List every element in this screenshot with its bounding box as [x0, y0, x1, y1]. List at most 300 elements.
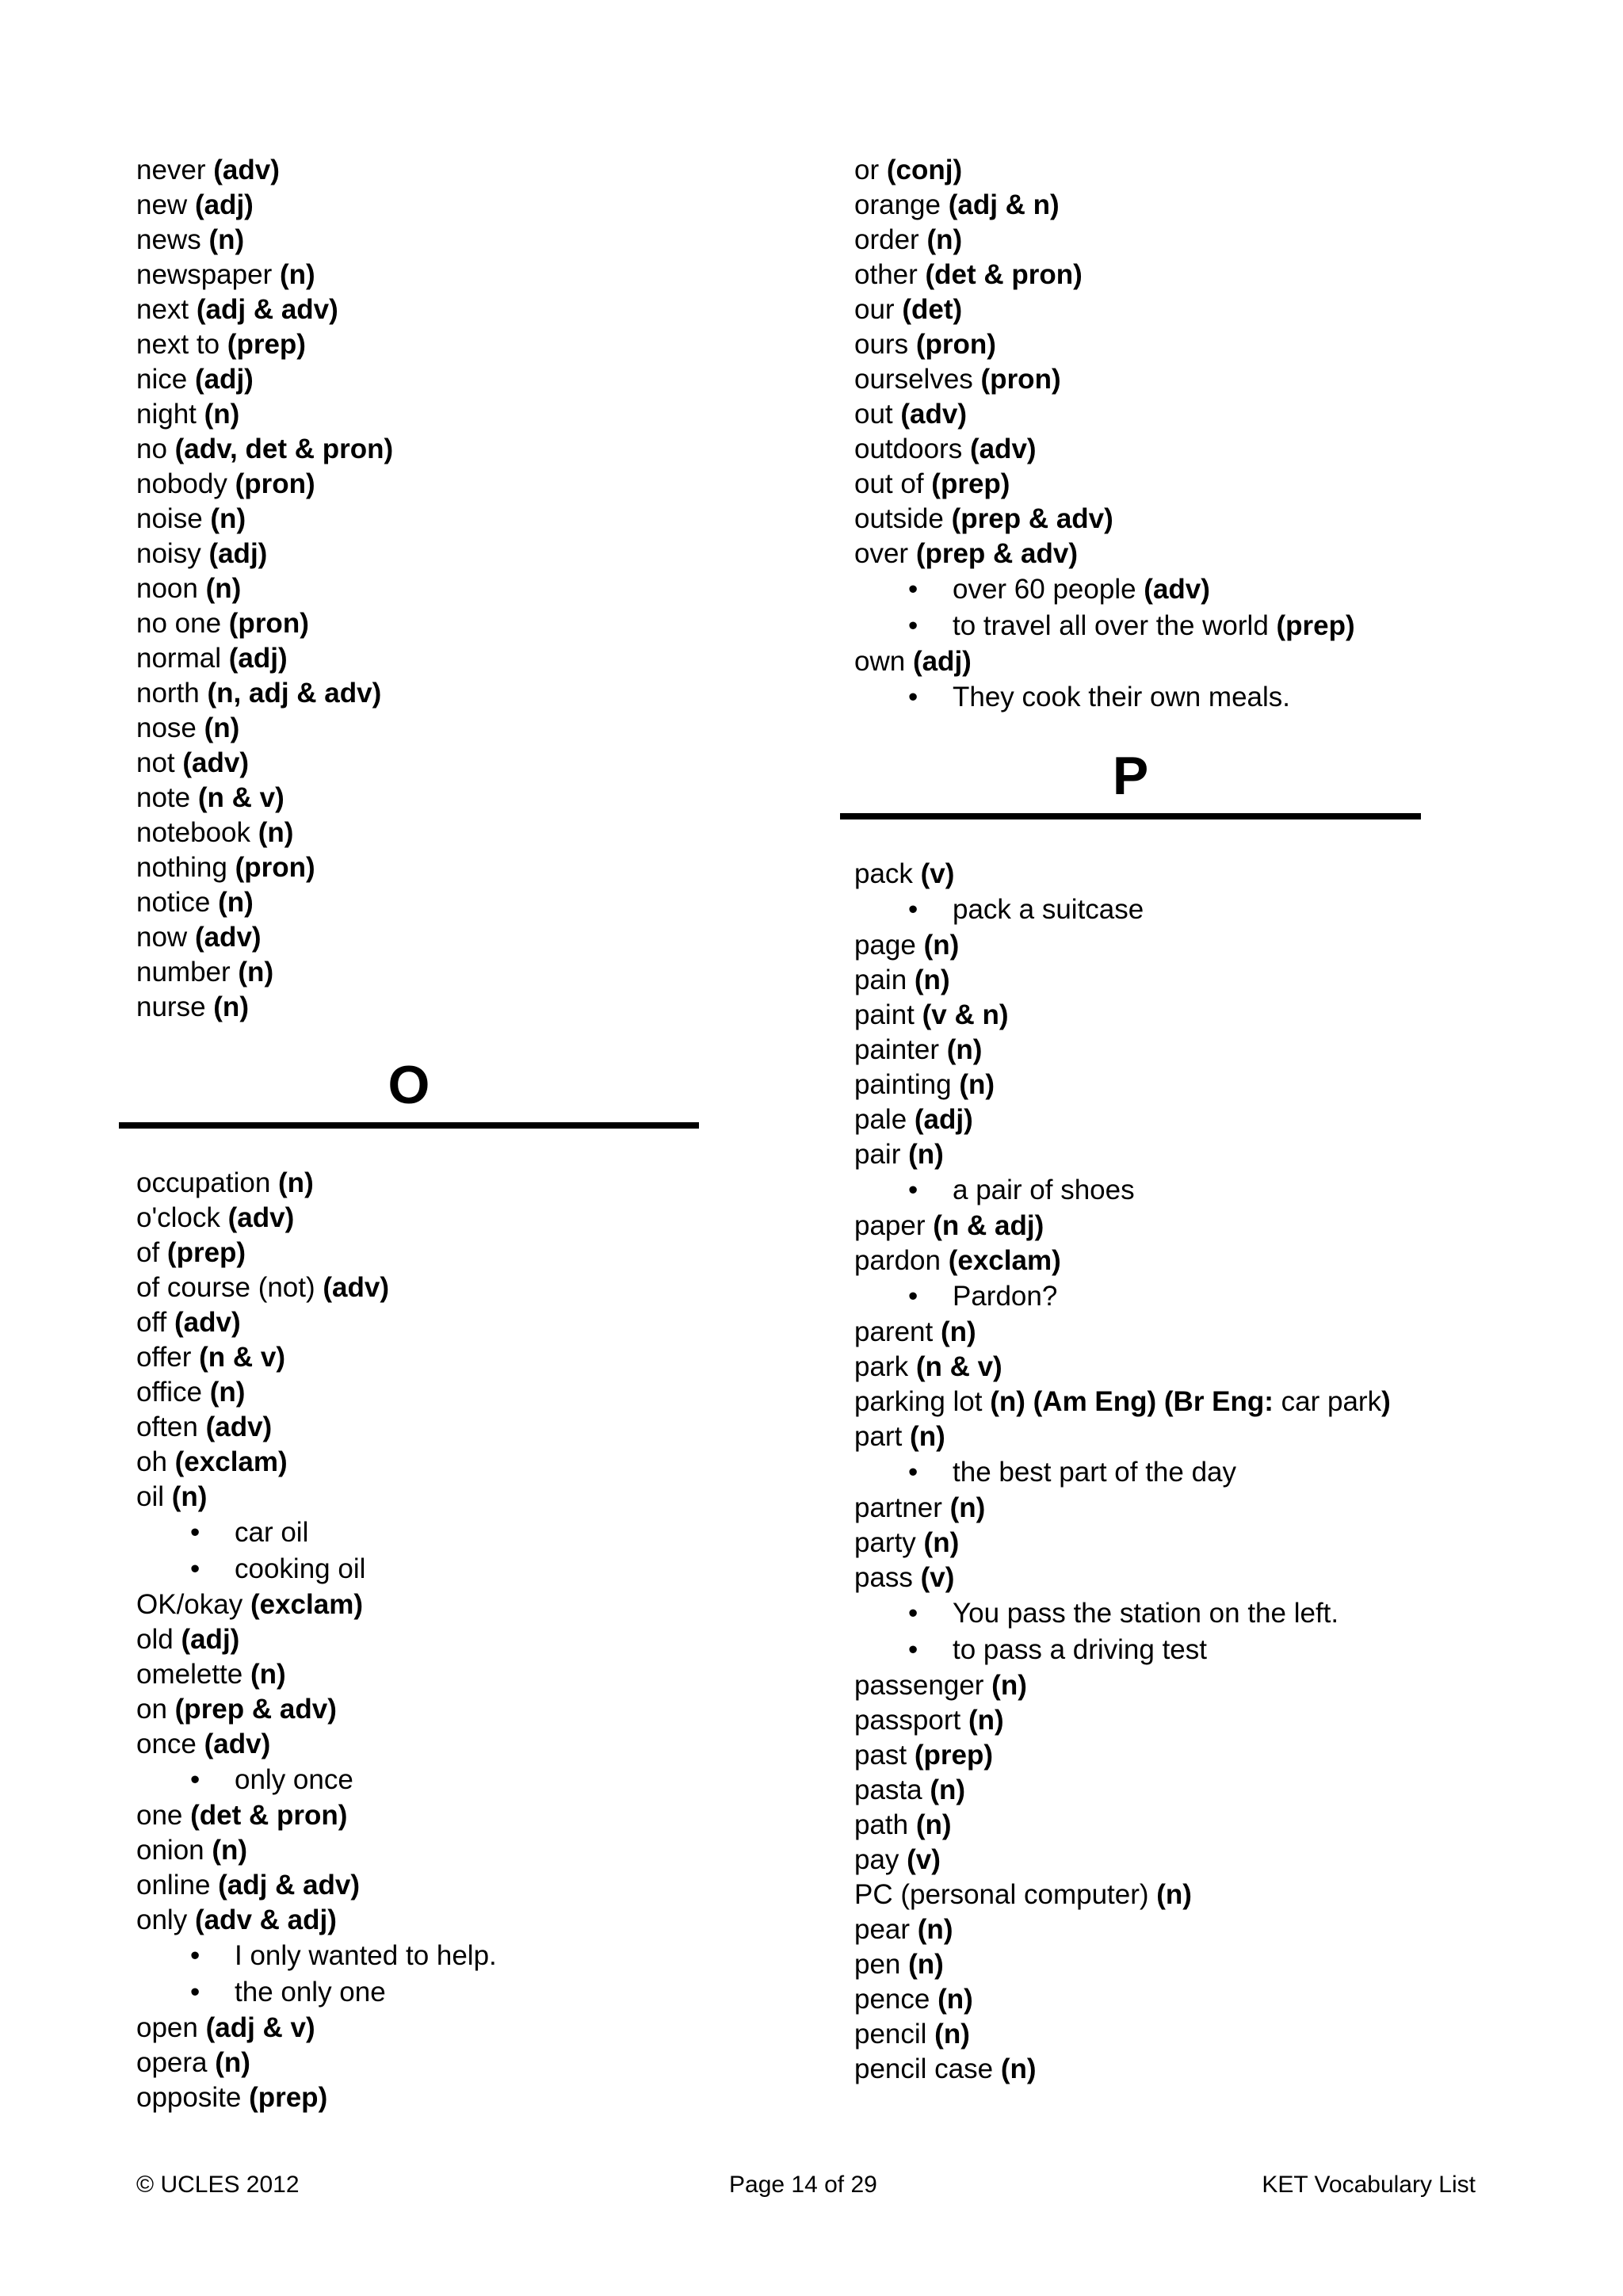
- vocab-entry: [136, 1445, 707, 1480]
- vocab-entry: [854, 223, 1552, 258]
- entry-word: number: [136, 957, 239, 988]
- vocab-entry: [136, 1480, 707, 1515]
- entry-part-of-speech: (adj): [194, 364, 254, 395]
- entry-word: noon: [136, 573, 206, 604]
- entry-word: off: [136, 1307, 175, 1338]
- entry-part-of-speech: (pron): [235, 468, 315, 499]
- vocab-entry: [136, 1727, 707, 1762]
- entry-word: pasta: [854, 1775, 930, 1805]
- vocab-entry: [854, 1878, 1552, 1912]
- section-letter-p: P: [1112, 746, 1149, 806]
- vocab-entry: [136, 1201, 707, 1236]
- bullet-icon: •: [190, 1517, 200, 1548]
- example-text: You pass the station on the left.: [953, 1598, 1339, 1629]
- entry-part-of-speech: (adv): [182, 747, 250, 778]
- vocab-entry: [136, 223, 707, 258]
- entry-word: paint: [854, 999, 922, 1030]
- vocab-entry: [854, 258, 1552, 292]
- vocab-entry: [854, 1947, 1552, 1982]
- vocab-entry: [854, 1209, 1552, 1244]
- vocab-entry: [854, 1808, 1552, 1843]
- example-text: only once: [235, 1764, 353, 1795]
- vocab-entry: [136, 362, 707, 397]
- entry-word: pay: [854, 1844, 907, 1875]
- vocab-entry: [854, 1068, 1552, 1102]
- entry-part-of-speech: (prep): [931, 468, 1010, 499]
- entry-word: PC (personal computer): [854, 1879, 1157, 1910]
- entry-part-of-speech: (adv): [969, 434, 1037, 464]
- section-letter-o: O: [388, 1055, 430, 1115]
- vocab-entry: [854, 857, 1552, 892]
- entry-part-of-speech: (n): [208, 224, 245, 255]
- entry-word: office: [136, 1377, 210, 1408]
- vocab-entry: [854, 292, 1552, 327]
- bullet-icon: •: [908, 682, 918, 712]
- vocab-entry: [136, 816, 707, 850]
- example-text: They cook their own meals.: [953, 682, 1291, 712]
- vocab-entry: [854, 1350, 1552, 1385]
- example-bullet-item: [136, 1974, 707, 2011]
- footer-copyright: © UCLES 2012: [136, 2172, 300, 2198]
- entry-part-of-speech: (n): [959, 1069, 995, 1100]
- entry-part-of-speech: (n): [915, 1809, 952, 1840]
- entry-part-of-speech: (n): [218, 887, 254, 918]
- entry-part-of-speech: (v): [907, 1844, 941, 1875]
- entry-word: or: [854, 155, 887, 185]
- entry-word: online: [136, 1870, 219, 1901]
- footer-document-title: KET Vocabulary List: [1262, 2172, 1476, 2198]
- vocab-entry: [854, 1033, 1552, 1068]
- entry-word: open: [136, 2012, 206, 2043]
- entry-word: no one: [136, 608, 229, 639]
- vocab-entry: [136, 850, 707, 885]
- entries-n-list: [136, 153, 707, 1025]
- entry-part-of-speech: (v): [920, 858, 955, 889]
- entry-word: often: [136, 1412, 206, 1442]
- vocab-entry: [136, 537, 707, 571]
- bullet-icon: •: [908, 1457, 918, 1488]
- vocab-entry: [136, 1375, 707, 1410]
- entry-word: nose: [136, 712, 204, 743]
- vocab-entry: [136, 1903, 707, 1938]
- entry-part-of-speech: (pron): [980, 364, 1061, 395]
- example-text: the best part of the day: [953, 1457, 1237, 1488]
- entry-part-of-speech: (n): [940, 1316, 976, 1347]
- entry-word: oil: [136, 1481, 172, 1512]
- example-part-of-speech: (prep): [1268, 610, 1355, 641]
- entry-part-of-speech: (n): [923, 1527, 960, 1558]
- vocab-entry: [136, 397, 707, 432]
- vocab-entry: [854, 432, 1552, 467]
- entry-part-of-speech: (det & pron): [190, 1800, 348, 1831]
- entry-part-of-speech: (pron): [235, 852, 315, 883]
- entry-part-of-speech: (n): [946, 1034, 983, 1065]
- footer-page-number: Page 14 of 29: [729, 2172, 877, 2198]
- entry-part-of-speech: (n): [209, 1377, 246, 1408]
- vocab-entry: [854, 1738, 1552, 1773]
- vocab-entry: [854, 188, 1552, 223]
- vocab-entry: [854, 928, 1552, 963]
- entry-word: paper: [854, 1210, 934, 1241]
- vocab-entry: [136, 711, 707, 746]
- example-bullet-item: [854, 892, 1552, 928]
- entry-part-of-speech: (adv): [204, 1729, 271, 1759]
- entry-part-of-speech: (n): [949, 1492, 986, 1523]
- entry-part-of-speech: (prep & adv): [915, 538, 1079, 569]
- vocab-entry: [136, 920, 707, 955]
- entry-part-of-speech: (n): [210, 503, 246, 534]
- entry-word: own: [854, 646, 913, 677]
- vocab-entry: [854, 1526, 1552, 1561]
- entry-part-of-speech: (adj & adv): [218, 1870, 361, 1901]
- entry-part-of-speech: (n): [991, 1670, 1027, 1701]
- entry-part-of-speech: (adj & n): [948, 189, 1060, 220]
- section-o-header: [136, 1025, 707, 1166]
- vocab-entry: [136, 1868, 707, 1903]
- entry-part-of-speech: (adv): [900, 399, 968, 430]
- entry-part-of-speech: (n): [908, 1139, 944, 1170]
- vocab-entry: [136, 1692, 707, 1727]
- vocab-entry: [854, 1137, 1552, 1172]
- entry-part-of-speech: (adv): [213, 155, 280, 185]
- example-bullet-item: [854, 1454, 1552, 1491]
- entry-word: orange: [854, 189, 949, 220]
- entry-part-of-speech: (exclam): [250, 1589, 363, 1620]
- example-text: to travel all over the world: [953, 610, 1269, 641]
- example-bullet-item: [854, 1172, 1552, 1209]
- entry-part-of-speech: (prep): [227, 329, 306, 360]
- vocab-entry: [136, 258, 707, 292]
- example-text: Pardon?: [953, 1281, 1058, 1312]
- entry-word: next: [136, 294, 197, 325]
- vocab-entry: [136, 781, 707, 816]
- entry-word: partner: [854, 1492, 950, 1523]
- right-column: [854, 153, 1552, 2087]
- entry-word: outdoors: [854, 434, 970, 464]
- example-text: cooking oil: [235, 1553, 366, 1584]
- entry-word: of course (not): [136, 1272, 323, 1303]
- example-text: to pass a driving test: [953, 1634, 1207, 1665]
- entry-part-of-speech: (n) (Am Eng) (Br Eng:: [990, 1386, 1274, 1417]
- vocab-entry: [136, 327, 707, 362]
- entry-word: normal: [136, 643, 229, 674]
- entry-part-of-speech: (n): [204, 712, 240, 743]
- example-text: car oil: [235, 1517, 309, 1548]
- entry-word: parking lot: [854, 1386, 991, 1417]
- entry-word: passport: [854, 1705, 968, 1736]
- entry-word: passenger: [854, 1670, 992, 1701]
- vocab-entry: [854, 1561, 1552, 1595]
- entry-word: new: [136, 189, 195, 220]
- section-p-header: [854, 716, 1552, 857]
- entry-word: noisy: [136, 538, 209, 569]
- entry-word: now: [136, 922, 195, 953]
- entry-part-of-speech: (v): [920, 1562, 955, 1593]
- example-text: pack a suitcase: [953, 894, 1144, 925]
- entry-part-of-speech: (n): [923, 930, 960, 961]
- entry-part-of-speech: (n): [917, 1914, 953, 1945]
- entry-part-of-speech: (n): [171, 1481, 208, 1512]
- vocab-entry: [854, 1244, 1552, 1278]
- vocab-entry: [136, 502, 707, 537]
- vocab-entry: [854, 1102, 1552, 1137]
- entry-part-of-speech: (n): [914, 965, 950, 995]
- entry-word: pack: [854, 858, 921, 889]
- vocab-entry: [136, 571, 707, 606]
- vocab-entry: [136, 1236, 707, 1270]
- vocab-entry: [854, 537, 1552, 571]
- entry-part-of-speech: (n): [934, 2019, 970, 2050]
- entry-part-of-speech: (adj): [912, 646, 972, 677]
- entry-part-of-speech: (n & v): [199, 1342, 286, 1373]
- vocab-entry: [854, 1419, 1552, 1454]
- vocab-entry: [136, 1410, 707, 1445]
- entry-part-of-speech: (prep & adv): [951, 503, 1113, 534]
- entry-word: notice: [136, 887, 219, 918]
- entry-word: old: [136, 1624, 181, 1655]
- bullet-icon: •: [908, 1634, 918, 1665]
- entry-word: night: [136, 399, 204, 430]
- entry-part-of-speech: (adv & adj): [194, 1904, 337, 1935]
- entry-word: pen: [854, 1949, 909, 1980]
- vocab-entry: [854, 362, 1552, 397]
- vocab-entry: [136, 2080, 707, 2115]
- vocab-entry: [854, 467, 1552, 502]
- entry-word: pear: [854, 1914, 918, 1945]
- vocab-entry: [136, 1340, 707, 1375]
- entry-word: omelette: [136, 1659, 250, 1690]
- vocab-entry: [854, 1912, 1552, 1947]
- entry-word: oh: [136, 1446, 175, 1477]
- entry-word: onion: [136, 1835, 212, 1866]
- bullet-icon: •: [190, 1940, 200, 1971]
- entry-word: pain: [854, 965, 915, 995]
- entry-part-of-speech: (adv): [323, 1272, 390, 1303]
- entry-part-of-speech: (n): [258, 817, 294, 848]
- entry-word: nurse: [136, 991, 214, 1022]
- entry-part-of-speech: (v & n): [922, 999, 1009, 1030]
- vocab-entry: [136, 467, 707, 502]
- vocab-entry: [136, 432, 707, 467]
- entry-part-of-speech: (n): [926, 224, 963, 255]
- entry-word: no: [136, 434, 175, 464]
- vocab-entry: [136, 641, 707, 676]
- entry-word: once: [136, 1729, 204, 1759]
- entry-word: party: [854, 1527, 924, 1558]
- bullet-icon: •: [908, 574, 918, 605]
- bullet-icon: •: [190, 1764, 200, 1795]
- entry-word: pale: [854, 1104, 915, 1135]
- entry-part-of-speech: (prep): [249, 2082, 328, 2113]
- entry-part-of-speech: (det): [902, 294, 963, 325]
- entry-part-of-speech: (n): [238, 957, 274, 988]
- entry-part-of-speech: (prep): [166, 1237, 246, 1268]
- entry-part-of-speech: (n): [204, 399, 240, 430]
- left-column: [136, 153, 707, 2115]
- entry-word: ourselves: [854, 364, 981, 395]
- entry-part-of-speech: (adv): [194, 922, 262, 953]
- entry-part-of-speech-close: ): [1381, 1386, 1391, 1417]
- vocab-entry: [136, 2046, 707, 2080]
- entry-part-of-speech: (exclam): [174, 1446, 288, 1477]
- entry-word: past: [854, 1740, 915, 1771]
- entry-part-of-speech: (n): [250, 1659, 286, 1690]
- entry-word: part: [854, 1421, 911, 1452]
- entry-part-of-speech: (det & pron): [925, 259, 1083, 290]
- entry-part-of-speech: (n): [1156, 1879, 1192, 1910]
- bullet-icon: •: [190, 1977, 200, 2008]
- example-bullet-item: [854, 1595, 1552, 1632]
- entry-alternative: car park: [1273, 1386, 1382, 1417]
- entry-word: pardon: [854, 1245, 949, 1276]
- bullet-icon: •: [908, 610, 918, 641]
- vocab-entry: [136, 1798, 707, 1833]
- vocab-entry: [136, 885, 707, 920]
- entries-o-list: [136, 1166, 707, 2115]
- example-bullet-item: [854, 571, 1552, 608]
- entry-word: note: [136, 782, 198, 813]
- entry-part-of-speech: (n & v): [915, 1351, 1002, 1382]
- example-bullet-item: [854, 679, 1552, 716]
- entry-word: not: [136, 747, 183, 778]
- entry-part-of-speech: (n): [938, 1984, 973, 2015]
- entry-word: over: [854, 538, 916, 569]
- vocab-entry: [854, 2052, 1552, 2087]
- entry-word: news: [136, 224, 209, 255]
- entry-part-of-speech: (adj): [208, 538, 268, 569]
- entry-part-of-speech: (adj & v): [205, 2012, 315, 2043]
- entry-word: nothing: [136, 852, 235, 883]
- entry-word: offer: [136, 1342, 200, 1373]
- entry-part-of-speech: (prep): [914, 1740, 994, 1771]
- entries-o-continued-list: [854, 153, 1552, 716]
- entry-part-of-speech: (n): [278, 1167, 314, 1198]
- entry-part-of-speech: (adj): [228, 643, 288, 674]
- bullet-icon: •: [908, 1281, 918, 1312]
- example-bullet-item: [136, 1938, 707, 1974]
- entry-part-of-speech: (adj & adv): [196, 294, 338, 325]
- entry-word: out of: [854, 468, 932, 499]
- vocab-entry: [854, 1982, 1552, 2017]
- vocab-entry: [136, 1587, 707, 1622]
- vocab-entry: [136, 1166, 707, 1201]
- entry-part-of-speech: (n & v): [197, 782, 285, 813]
- entry-word: parent: [854, 1316, 941, 1347]
- example-text: a pair of shoes: [953, 1175, 1135, 1205]
- entry-word: outside: [854, 503, 952, 534]
- vocab-entry: [854, 1315, 1552, 1350]
- example-text: over 60 people: [953, 574, 1136, 605]
- entry-part-of-speech: (n): [930, 1775, 966, 1805]
- entry-part-of-speech: (n): [212, 1835, 248, 1866]
- vocab-entry: [136, 990, 707, 1025]
- entry-part-of-speech: (prep & adv): [174, 1694, 337, 1725]
- entry-word: other: [854, 259, 926, 290]
- entry-word: opera: [136, 2047, 216, 2078]
- vocab-entry: [136, 676, 707, 711]
- entry-part-of-speech: (n): [279, 259, 315, 290]
- example-part-of-speech: (adv): [1136, 574, 1210, 605]
- entry-word: pass: [854, 1562, 921, 1593]
- example-bullet-item: [854, 608, 1552, 644]
- entry-part-of-speech: (n, adj & adv): [207, 678, 382, 709]
- entry-word: order: [854, 224, 927, 255]
- entry-word: noise: [136, 503, 211, 534]
- entry-word: occupation: [136, 1167, 279, 1198]
- entry-word: page: [854, 930, 924, 961]
- example-bullet-item: [854, 1278, 1552, 1315]
- entry-part-of-speech: (pron): [915, 329, 996, 360]
- entry-part-of-speech: (n): [908, 1949, 944, 1980]
- vocab-entry: [854, 1385, 1552, 1419]
- vocab-entry: [136, 1622, 707, 1657]
- entry-part-of-speech: (n): [213, 991, 249, 1022]
- example-bullet-item: [136, 1515, 707, 1551]
- vocab-entry: [136, 1833, 707, 1868]
- section-rule: [840, 813, 1421, 819]
- entry-part-of-speech: (exclam): [948, 1245, 1061, 1276]
- entry-part-of-speech: (adv): [227, 1202, 295, 1233]
- entry-word: opposite: [136, 2082, 250, 2113]
- entry-part-of-speech: (pron): [228, 608, 309, 639]
- vocab-entry: [854, 502, 1552, 537]
- entry-word: nobody: [136, 468, 235, 499]
- entry-word: next to: [136, 329, 227, 360]
- vocab-entry: [854, 1773, 1552, 1808]
- vocab-entry: [854, 998, 1552, 1033]
- entry-part-of-speech: (adj): [181, 1624, 240, 1655]
- entry-word: one: [136, 1800, 191, 1831]
- entry-part-of-speech: (n): [910, 1421, 945, 1452]
- vocab-entry: [854, 644, 1552, 679]
- entry-word: OK/okay: [136, 1589, 250, 1620]
- bullet-icon: •: [908, 1598, 918, 1629]
- example-text: the only one: [235, 1977, 386, 2008]
- vocab-entry: [136, 188, 707, 223]
- example-bullet-item: [854, 1632, 1552, 1668]
- entry-word: park: [854, 1351, 916, 1382]
- entry-word: ours: [854, 329, 916, 360]
- vocab-entry: [854, 1491, 1552, 1526]
- entry-word: our: [854, 294, 903, 325]
- vocab-entry: [854, 963, 1552, 998]
- entry-word: path: [854, 1809, 916, 1840]
- vocab-entry: [136, 746, 707, 781]
- entry-word: never: [136, 155, 214, 185]
- entry-part-of-speech: (adj): [914, 1104, 973, 1135]
- vocab-entry: [136, 1305, 707, 1340]
- vocab-entry: [854, 327, 1552, 362]
- section-rule: [119, 1122, 699, 1129]
- entry-word: pencil case: [854, 2053, 1001, 2084]
- entry-part-of-speech: (adj): [194, 189, 254, 220]
- entry-part-of-speech: (conj): [886, 155, 963, 185]
- vocab-entry: [854, 1843, 1552, 1878]
- entry-word: on: [136, 1694, 175, 1725]
- entry-part-of-speech: (n): [215, 2047, 250, 2078]
- entry-word: notebook: [136, 817, 258, 848]
- vocab-entry: [854, 397, 1552, 432]
- example-bullet-item: [136, 1762, 707, 1798]
- vocab-entry: [854, 1668, 1552, 1703]
- entry-part-of-speech: (n & adj): [933, 1210, 1044, 1241]
- entry-word: out: [854, 399, 901, 430]
- example-text: I only wanted to help.: [235, 1940, 497, 1971]
- entry-word: pair: [854, 1139, 909, 1170]
- vocab-entry: [854, 153, 1552, 188]
- entry-word: of: [136, 1237, 167, 1268]
- vocab-entry: [136, 2011, 707, 2046]
